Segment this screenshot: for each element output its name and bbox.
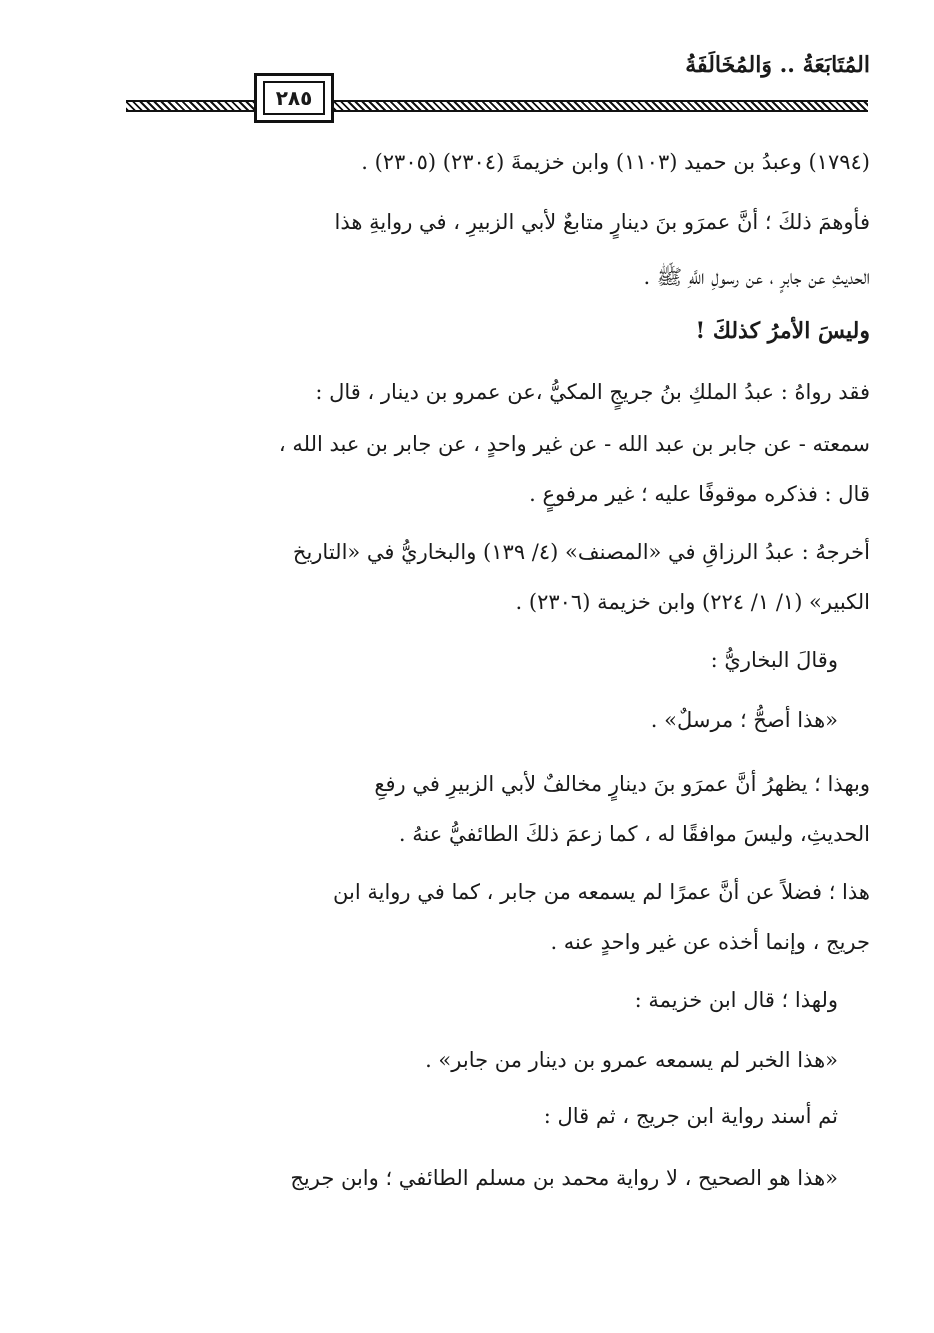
text-line-9: الكبير» (١/ ١/ ٢٢٤) وابن خزيمة (٢٣٠٦) .	[515, 590, 870, 614]
text-line-16: ولهذا ؛ قال ابن خزيمة :	[634, 988, 838, 1012]
text-line-19: «هذا هو الصحيح ، لا رواية محمد بن مسلم الطائفي ؛ وابن جريج	[290, 1166, 838, 1190]
text-line-18: ثم أسند رواية ابن جريج ، ثم قال :	[543, 1104, 838, 1128]
header-rule-left	[126, 100, 254, 112]
text-line-7: قال : فذكره موقوفًا عليه ؛ غير مرفوعٍ .	[529, 482, 870, 506]
page-number-frame	[254, 73, 334, 123]
section-heading: وليسَ الأمرُ كذلكَ !	[695, 318, 870, 344]
text-line-3: الحديثِ عن جابرٍ ، عن رسولِ اللَّهِ ﷺ .	[643, 265, 870, 289]
page-number: ٢٨٥	[263, 81, 325, 115]
text-line-8: أخرجهُ : عبدُ الرزاقِ في «المصنف» (٤/ ١٣٩) والبخاريُّ في «التاريخ	[292, 540, 870, 564]
text-line-11: «هذا أصحُّ ؛ مرسلٌ» .	[650, 708, 838, 732]
header-rule-right	[334, 100, 868, 112]
text-line-6: سمعته - عن جابر بن عبد الله - عن غير واحدٍ ، عن جابر بن عبد الله ،	[278, 432, 870, 456]
text-line-13: الحديثِ، وليسَ موافقًا له ، كما زعمَ ذلكَ الطائفيُّ عنهُ .	[398, 822, 870, 846]
running-title: المُتَابَعَةُ .. وَالمُخَالَفَةُ	[685, 52, 870, 78]
text-line-15: جريج ، وإنما أخذه عن غير واحدٍ عنه .	[550, 930, 870, 954]
text-line-14: هذا ؛ فضلاً عن أنَّ عمرًا لم يسمعه من جابر ، كما في رواية ابن	[333, 880, 870, 904]
text-line-12: وبهذا ؛ يظهرُ أنَّ عمرَو بنَ دينارٍ مخالفٌ لأبي الزبيرِ في رفعِ	[374, 772, 870, 796]
text-line-10: وقالَ البخاريُّ :	[710, 648, 838, 672]
text-line-17: «هذا الخبر لم يسمعه عمرو بن دينار من جابر» .	[425, 1048, 838, 1072]
text-line-5: فقد رواهُ : عبدُ الملكِ بنُ جريجٍ المكيُّ ،عن عمرو بن دينار ، قال :	[315, 380, 870, 404]
text-line-1: (١٧٩٤) وعبدُ بن حميد (١١٠٣) وابن خزيمةَ (٢٣٠٤) (٢٣٠٥) .	[361, 150, 870, 174]
text-line-2: فأوهمَ ذلكَ ؛ أنَّ عمرَو بنَ دينارٍ متابعٌ لأبي الزبيرِ ، في روايةِ هذا	[334, 210, 870, 234]
